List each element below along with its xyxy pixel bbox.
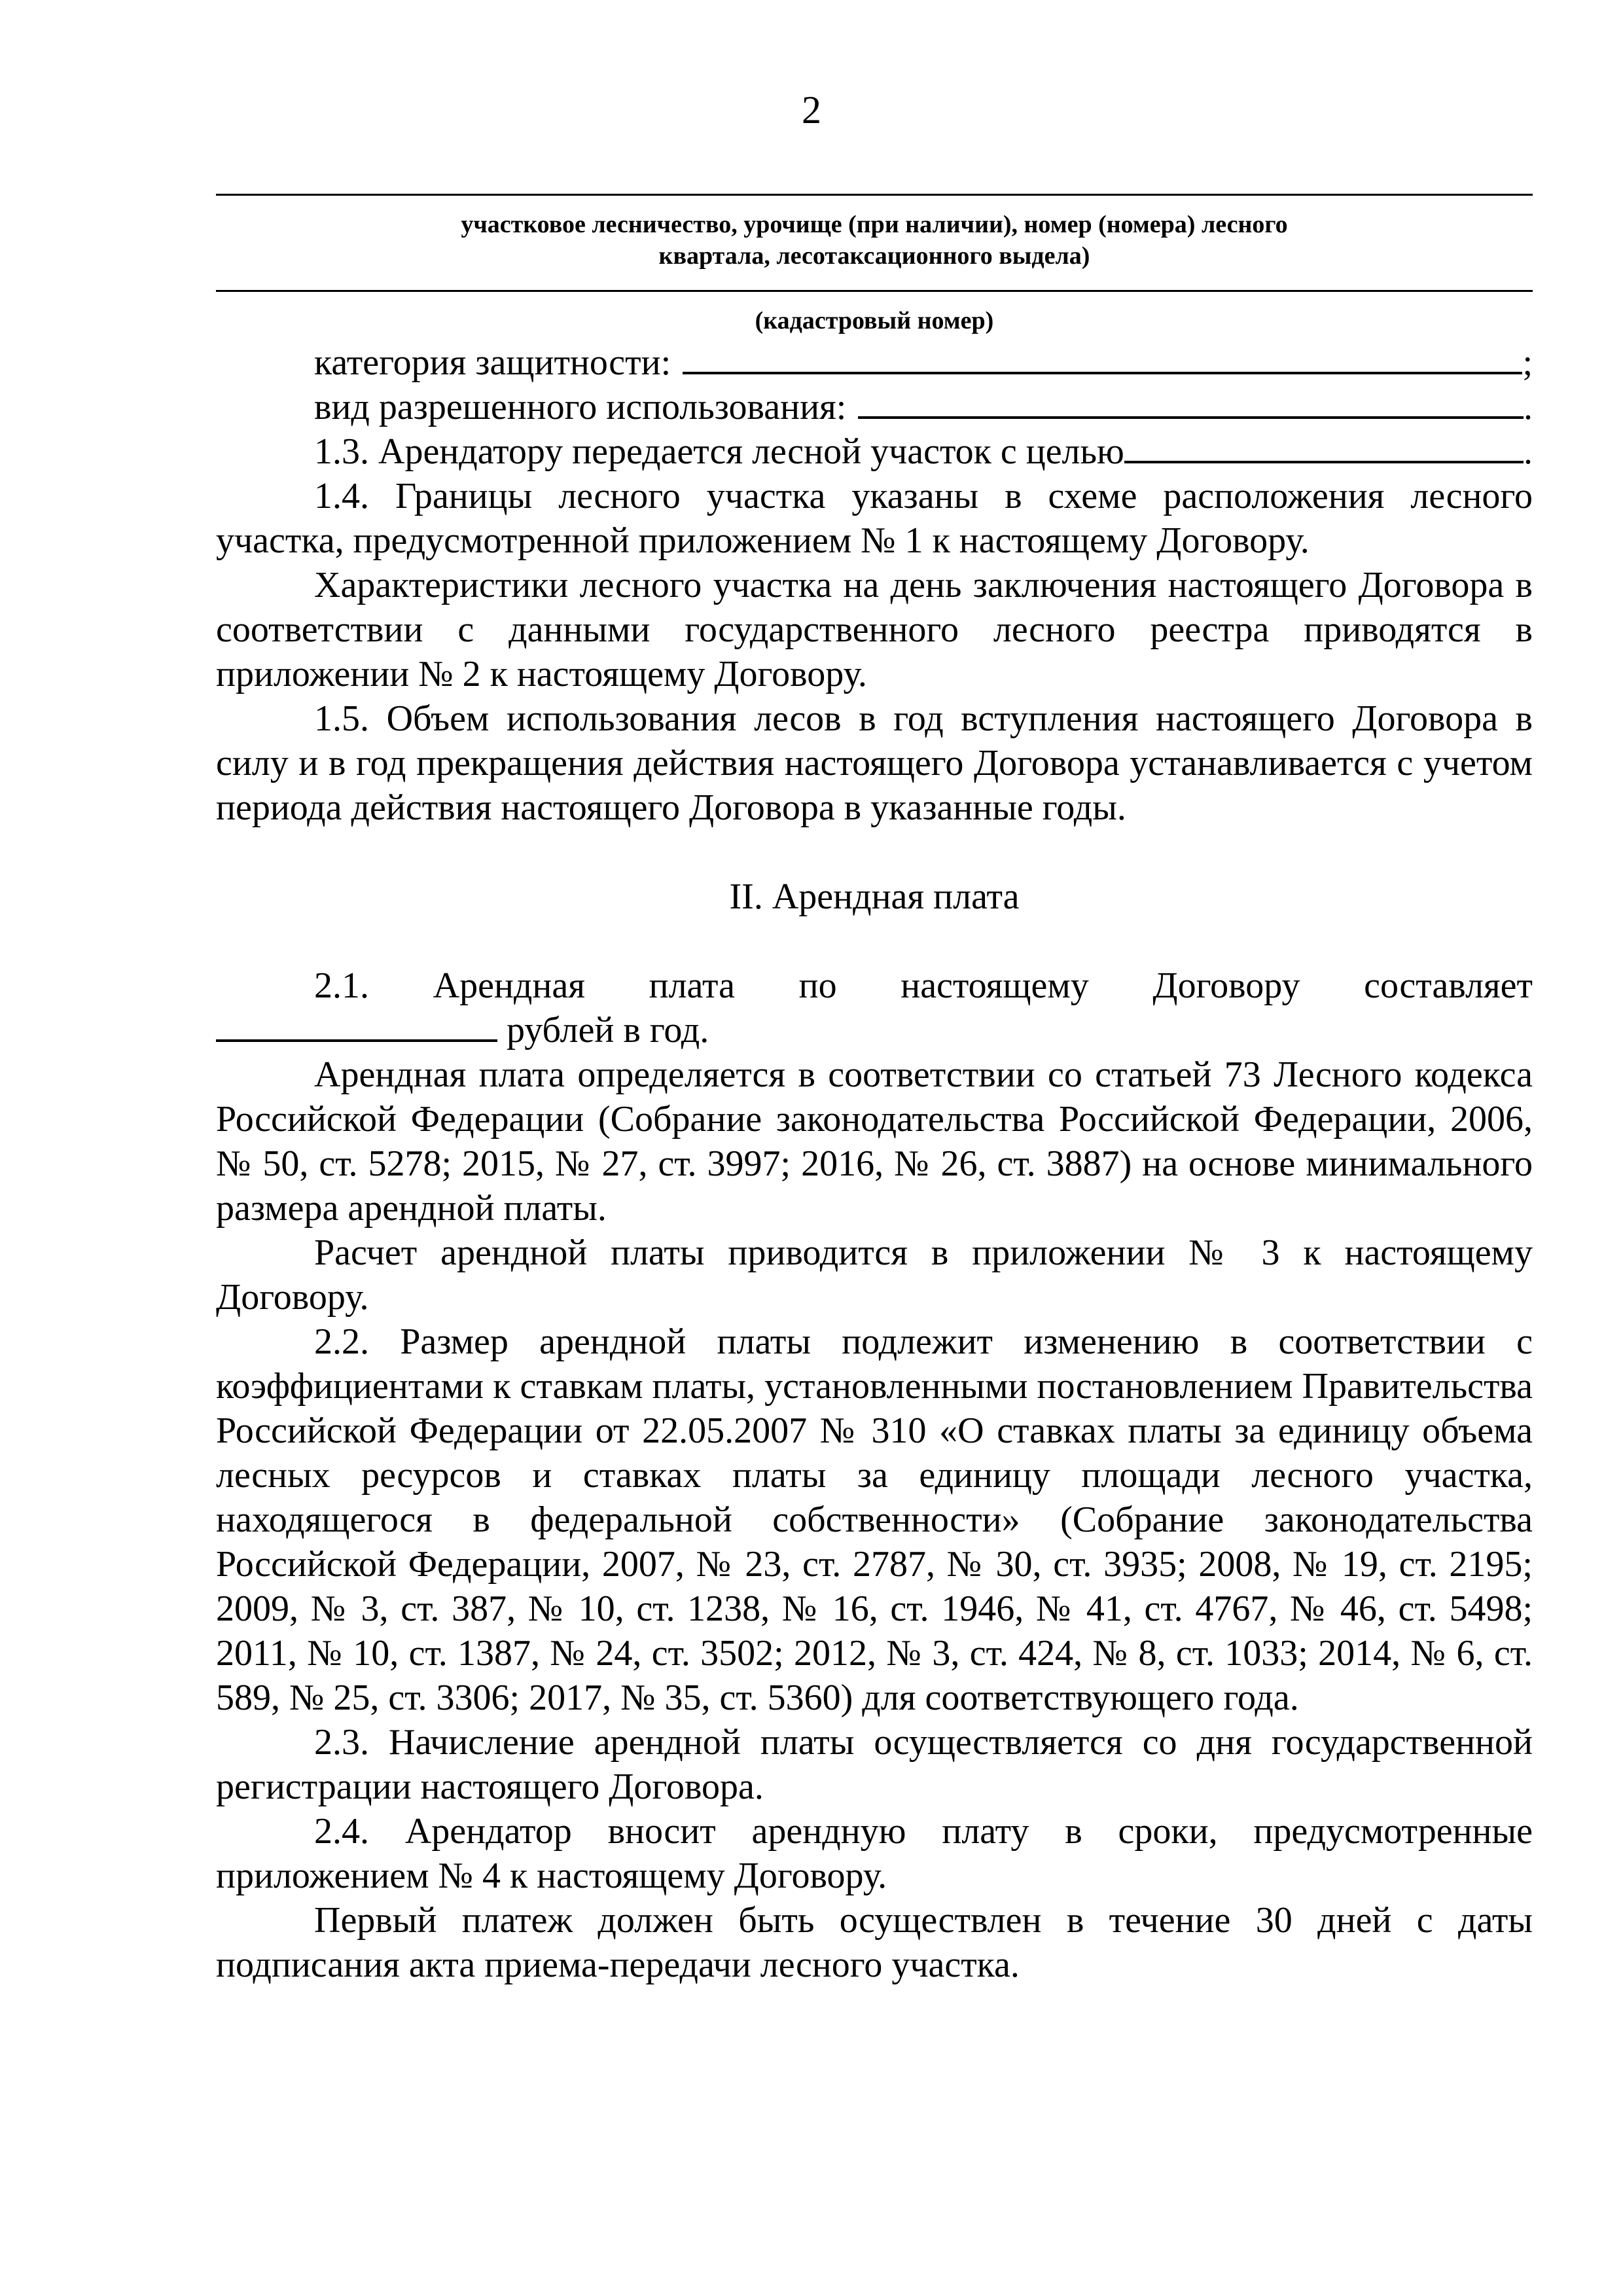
paragraph-2-2: 2.2. Размер арендной платы подлежит изменению в соответствии с коэффициентами к ставкам платы, установленными постановлением Правительства Российской Федерации от 22.05.2007 № 310 «О ставках платы за единицу объема лесных ресурсов и ставках платы за единицу площади лесного участка, находящегося в федеральной собственности» (Собрание законодательства Российской Федерации, 2007, № 23, ст. 2787, № 30, ст. 3935; 2008, № 19, ст. 2195; 2009, № 3, ст. 387, № 10, ст. 1238, № 16, ст. 1946, № 41, ст. 4767, № 46, ст. 5498; 2011, № 10, ст. 1387, № 24, ст. 3502; 2012, № 3, ст. 424, № 8, ст. 1033; 2014, № 6, ст. 589, № 25, ст. 3306; 2017, № 35, ст. 5360) для соответствующего года. [216, 1321, 1533, 1718]
protection-category-label: категория защитности: [314, 342, 671, 383]
paragraph-1-5: 1.5. Объем использования лесов в год вступления настоящего Договора в силу и в год прекращения действия настоящего Договора устанавливается с учетом периода действия настоящего Договора в указанные годы. [216, 698, 1533, 828]
permitted-use-line [216, 385, 1533, 429]
paragraph-1-3-text: 1.3. Арендатору передается лесной участок с целью [314, 431, 1124, 472]
permitted-use-blank [858, 410, 1524, 419]
caption-location [216, 209, 1533, 272]
caption-cadastral: (кадастровый номер) [755, 307, 994, 334]
paragraph-rent-calculation: Расчет арендной платы приводится в приложении № 3 к настоящему Договору. [216, 1232, 1533, 1318]
paragraph-1-3-end: . [1524, 431, 1533, 472]
rent-amount-suffix: рублей в год. [497, 1010, 709, 1050]
fill-line-location [216, 194, 1533, 196]
page-number: 2 [802, 88, 821, 132]
protection-category-blank [683, 365, 1522, 374]
permitted-use-label: вид разрешенного использования: [314, 387, 847, 427]
protection-category-end: ; [1522, 342, 1533, 383]
paragraph-1-3-blank [1124, 454, 1524, 463]
permitted-use-end: . [1524, 387, 1533, 427]
paragraph-rent-definition: Арендная плата определяется в соответствии со статьей 73 Лесного кодекса Российской Федерации (Собрание законодательства Российской Федерации, 2006, № 50, ст. 5278; 2015, № 27, ст. 3997; 2016, № 26, ст. 3887) на основе минимального размера арендной платы. [216, 1054, 1533, 1229]
paragraph-1-4: 1.4. Границы лесного участка указаны в схеме расположения лесного участка, предусмотренной приложением № 1 к настоящему Договору. [216, 476, 1533, 561]
rent-amount-blank [216, 1033, 497, 1042]
paragraph-1-3 [216, 429, 1533, 474]
caption-location-line-1: участковое лесничество, урочище (при наличии), номер (номера) лесного [461, 211, 1288, 238]
paragraph-2-1-line-1: 2.1. Арендная плата по настоящему Договору составляет [314, 965, 1533, 1006]
fill-line-cadastral [216, 290, 1533, 292]
document-body [216, 194, 1533, 1987]
section-2-heading: II. Арендная плата [729, 876, 1020, 917]
protection-category-line [216, 340, 1533, 385]
caption-location-line-2: квартала, лесотаксационного выдела) [658, 242, 1090, 270]
paragraph-2-1-line-2 [216, 1008, 1533, 1052]
paragraph-characteristics: Характеристики лесного участка на день заключения настоящего Договора в соответствии с данными государственного лесного реестра приводятся в приложении № 2 к настоящему Договору. [216, 565, 1533, 694]
paragraph-first-payment: Первый платеж должен быть осуществлен в течение 30 дней с даты подписания акта приема-передачи лесного участка. [216, 1900, 1533, 1985]
paragraph-2-4: 2.4. Арендатор вносит арендную плату в сроки, предусмотренные приложением № 4 к настоящему Договору. [216, 1811, 1533, 1896]
paragraph-2-3: 2.3. Начисление арендной платы осуществляется со дня государственной регистрации настоящего Договора. [216, 1722, 1533, 1807]
